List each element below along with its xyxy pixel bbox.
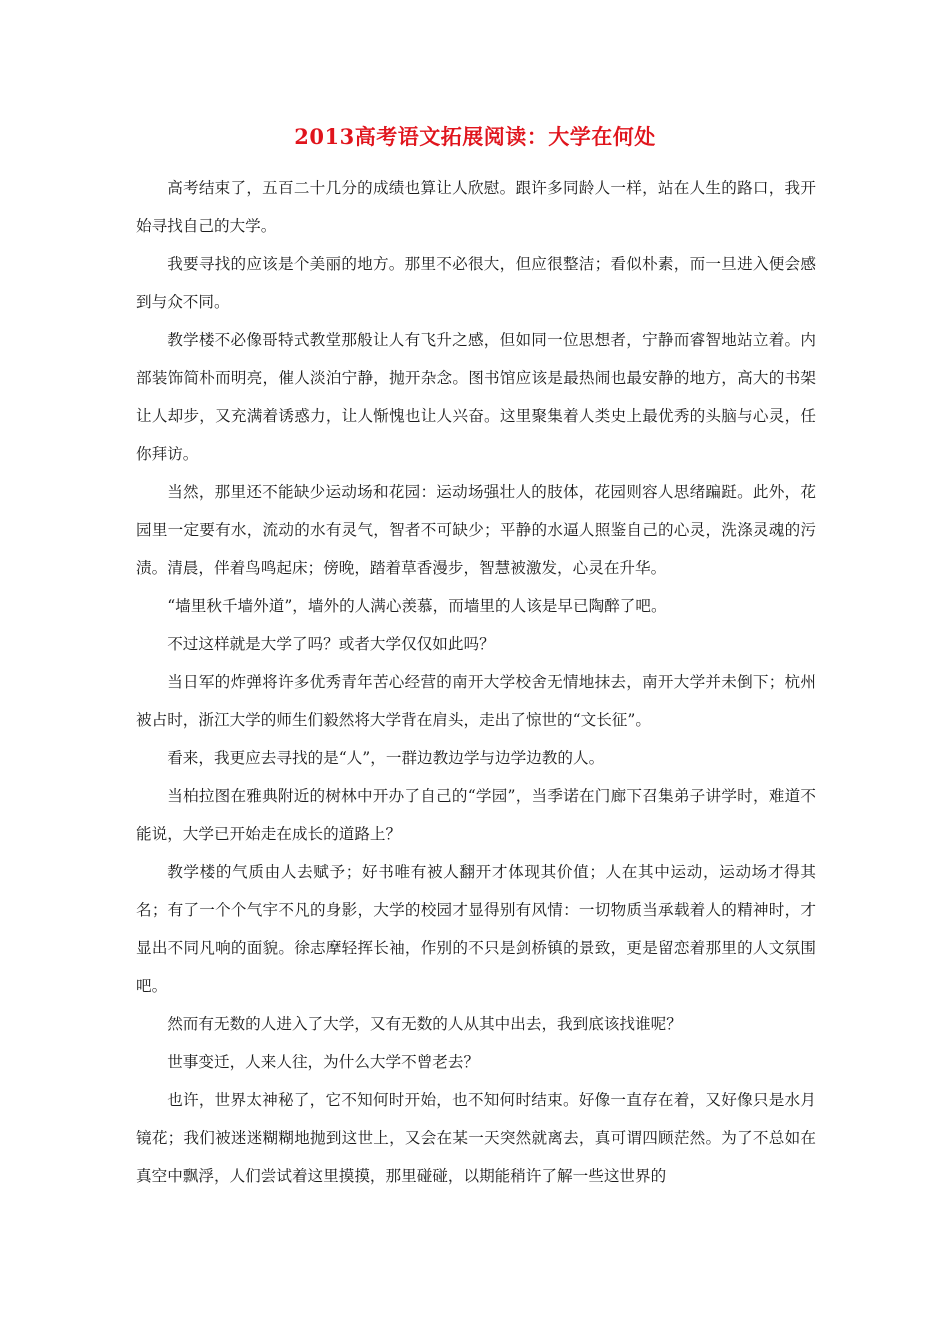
paragraph: “墙里秋千墙外道”，墙外的人满心羡慕，而墙里的人该是早已陶醉了吧。 [167, 597, 667, 615]
page-title: 2013高考语文拓展阅读：大学在何处 [294, 124, 656, 149]
paragraph: 看来，我更应去寻找的是“人”，一群边教边学与边学边教的人。 [167, 749, 605, 767]
paragraph: 也许，世界太神秘了，它不知何时开始，也不知何时结束。好像一直存在着，又好像只是水月镜花；我们被迷迷糊糊地抛到这世上，又会在某一天突然就离去，真可谓四顾茫然。为了不总如在真空中飘浮，人们尝试着这里摸摸，那里碰碰，以期能稍许了解一些这世界的 [136, 1091, 816, 1185]
paragraph: 当柏拉图在雅典附近的树林中开办了自己的“学园”，当季诺在门廊下召集弟子讲学时，难道不能说，大学已开始走在成长的道路上？ [136, 787, 816, 843]
paragraph: 当然，那里还不能缺少运动场和花园：运动场强壮人的肢体，花园则容人思绪蹁跹。此外，花园里一定要有水，流动的水有灵气，智者不可缺少；平静的水逼人照鉴自己的心灵，洗涤灵魂的污渍。清晨，伴着鸟鸣起床；傍晚，踏着草香漫步，智慧被激发，心灵在升华。 [136, 483, 816, 577]
paragraph: 然而有无数的人进入了大学，又有无数的人从其中出去，我到底该找谁呢？ [167, 1015, 682, 1033]
paragraph: 当日军的炸弹将许多优秀青年苦心经营的南开大学校舍无情地抹去，南开大学并未倒下；杭州被占时，浙江大学的师生们毅然将大学背在肩头，走出了惊世的“文长征”。 [136, 673, 816, 729]
paragraph: 高考结束了，五百二十几分的成绩也算让人欣慰。跟许多同龄人一样，站在人生的路口，我开始寻找自己的大学。 [136, 179, 816, 235]
paragraph: 世事变迁，人来人往，为什么大学不曾老去？ [167, 1053, 480, 1071]
paragraph: 教学楼不必像哥特式教堂那般让人有飞升之感，但如同一位思想者，宁静而睿智地站立着。内部装饰简朴而明亮，催人淡泊宁静，抛开杂念。图书馆应该是最热闹也最安静的地方，高大的书架让人却步，又充满着诱惑力，让人惭愧也让人兴奋。这里聚集着人类史上最优秀的头脑与心灵，任你拜访。 [136, 331, 816, 463]
article-body [136, 169, 816, 1195]
paragraph: 我要寻找的应该是个美丽的地方。那里不必很大，但应很整洁；看似朴素，而一旦进入便会感到与众不同。 [136, 255, 816, 311]
paragraph: 不过这样就是大学了吗？或者大学仅仅如此吗？ [167, 635, 495, 653]
paragraph: 教学楼的气质由人去赋予；好书唯有被人翻开才体现其价值；人在其中运动，运动场才得其名；有了一个个气宇不凡的身影，大学的校园才显得别有风情：一切物质当承载着人的精神时，才显出不同凡响的面貌。徐志摩轻挥长袖，作别的不只是剑桥镇的景致，更是留恋着那里的人文氛围吧。 [136, 863, 816, 995]
